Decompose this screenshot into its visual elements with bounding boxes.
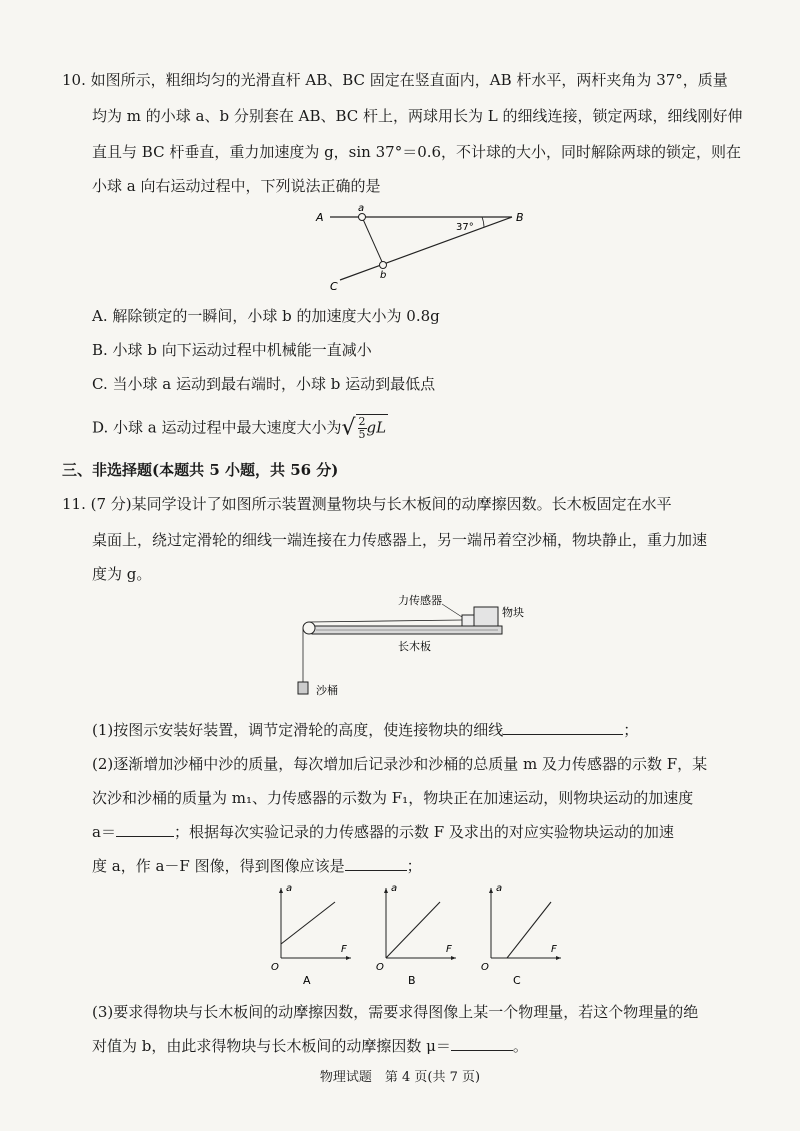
graph-a-x-arrow xyxy=(346,956,351,960)
graph-a-origin: O xyxy=(271,962,279,973)
label-bucket: 沙桶 xyxy=(316,684,338,697)
part2-line4-text: 度 a，作 a－F 图像，得到图像应该是 xyxy=(92,857,345,875)
graph-c-caption: C xyxy=(513,974,521,987)
part2-line3-rest: ；根据每次实验记录的力传感器的示数 F 及求出的对应实验物块运动的加速 xyxy=(173,823,674,841)
part1-answer-blank[interactable] xyxy=(503,720,623,735)
force-sensor xyxy=(462,615,474,626)
sqrt-body xyxy=(356,414,389,441)
graph-a-caption: A xyxy=(303,974,311,987)
fraction-num: 2 xyxy=(358,415,366,428)
block xyxy=(474,607,498,626)
q10-option-d xyxy=(92,414,388,441)
label-C: C xyxy=(330,280,338,293)
string-ab xyxy=(362,217,383,264)
q10-line-3: 直且与 BC 杆垂直，重力加速度为 g，sin 37°＝0.6，不计球的大小，同时解除两球的锁定，则在 xyxy=(92,143,742,161)
sqrt-sign: √ xyxy=(341,415,356,441)
sand-bucket xyxy=(298,682,308,694)
label-b: b xyxy=(380,270,387,281)
graph-a-x-label: F xyxy=(341,944,347,955)
q11-part2-line2: 次沙和沙桶的质量为 m₁、力传感器的示数为 F₁，物块正在加速运动，则物块运动的加速度 xyxy=(92,789,694,807)
ball-b xyxy=(380,262,387,269)
page-footer: 物理试题 第 4 页(共 7 页) xyxy=(319,1070,481,1085)
graph-c-line xyxy=(507,902,551,958)
graph-a-line xyxy=(281,902,335,944)
graph-a xyxy=(265,880,360,990)
fraction-den: 5 xyxy=(358,428,366,441)
graph-b-origin: O xyxy=(376,962,384,973)
q11-part3-line1: (3)要求得物块与长木板间的动摩擦因数，需要求得图像上某一个物理量，若这个物理量的绝 xyxy=(92,1003,699,1021)
part2-a-label: a＝ xyxy=(92,823,116,841)
q11-part1 xyxy=(92,720,638,740)
angle-label: 37° xyxy=(456,222,474,233)
graph-answer-blank[interactable] xyxy=(345,856,407,871)
part1-end: ； xyxy=(623,721,639,739)
graph-c-origin: O xyxy=(481,962,489,973)
graph-b-caption: B xyxy=(408,974,416,987)
string-horizontal xyxy=(309,620,462,622)
part2-line4-end: ； xyxy=(406,857,422,875)
label-sensor: 力传感器 xyxy=(398,594,442,607)
graph-b-y-arrow xyxy=(384,888,388,893)
q11-part2-line3 xyxy=(92,822,674,842)
graph-b-y-label: a xyxy=(391,883,398,894)
graph-a-y-arrow xyxy=(279,888,283,893)
q11-part2-line1: (2)逐渐增加沙桶中沙的质量，每次增加后记录沙和沙桶的总质量 m 及力传感器的示数 F，某 xyxy=(92,755,708,773)
part1-text: (1)按图示安装好装置，调节定滑轮的高度，使连接物块的细线 xyxy=(92,721,504,739)
graph-a-y-label: a xyxy=(286,883,293,894)
label-A: A xyxy=(316,211,324,224)
q11-part2-line4 xyxy=(92,856,422,876)
label-block: 物块 xyxy=(502,606,524,619)
q11-apparatus-figure xyxy=(290,590,540,705)
q11-part3-line2 xyxy=(92,1036,528,1056)
label-board: 长木板 xyxy=(398,640,431,653)
graph-b xyxy=(370,880,465,990)
q11-line-2: 桌面上，绕过定滑轮的细线一端连接在力传感器上，另一端吊着空沙桶，物块静止，重力加速 xyxy=(92,531,708,549)
q11-line-3: 度为 g。 xyxy=(92,565,152,583)
q10-line-4: 小球 a 向右运动过程中，下列说法正确的是 xyxy=(92,177,381,195)
option-d-text: D. 小球 a 运动过程中最大速度大小为 xyxy=(92,418,342,437)
sensor-pointer xyxy=(442,604,462,617)
friction-answer-blank[interactable] xyxy=(451,1036,513,1051)
ball-a xyxy=(359,214,366,221)
label-B: B xyxy=(516,211,524,224)
graph-c-y-arrow xyxy=(489,888,493,893)
option-d-tail: gL xyxy=(366,418,387,437)
graph-b-line xyxy=(386,902,440,958)
graph-c-x-label: F xyxy=(551,944,557,955)
q10-option-a: A. 解除锁定的一瞬间，小球 b 的加速度大小为 0.8g xyxy=(92,307,440,325)
graph-b-x-arrow xyxy=(451,956,456,960)
section-heading: 三、非选择题(本题共 5 小题，共 56 分) xyxy=(62,461,339,479)
part3-text: 对值为 b，由此求得物块与长木板间的动摩擦因数 μ＝ xyxy=(92,1037,451,1055)
part3-end: 。 xyxy=(512,1037,528,1055)
graph-c-x-arrow xyxy=(556,956,561,960)
graph-b-x-label: F xyxy=(446,944,452,955)
q10-option-b: B. 小球 b 向下运动过程中机械能一直减小 xyxy=(92,341,372,359)
pulley xyxy=(303,622,315,634)
q10-option-c: C. 当小球 a 运动到最右端时，小球 b 运动到最低点 xyxy=(92,375,436,393)
angle-arc xyxy=(482,217,484,227)
graph-c xyxy=(475,880,570,990)
fraction xyxy=(358,416,367,441)
q10-line-2: 均为 m 的小球 a、b 分别套在 AB、BC 杆上，两球用长为 L 的细线连接，锁定两球，细线刚好伸 xyxy=(92,107,743,125)
q10-line-1: 10. 如图所示，粗细均匀的光滑直杆 AB、BC 固定在竖直面内，AB 杆水平，两杆夹角为 37°，质量 xyxy=(62,71,728,89)
label-a: a xyxy=(358,203,365,214)
q11-line-1: 11. (7 分)某同学设计了如图所示装置测量物块与长木板间的动摩擦因数。长木板固定在水平 xyxy=(62,495,672,513)
q10-rod-figure xyxy=(300,200,530,300)
graph-c-y-label: a xyxy=(496,883,503,894)
acceleration-answer-blank[interactable] xyxy=(116,822,174,837)
